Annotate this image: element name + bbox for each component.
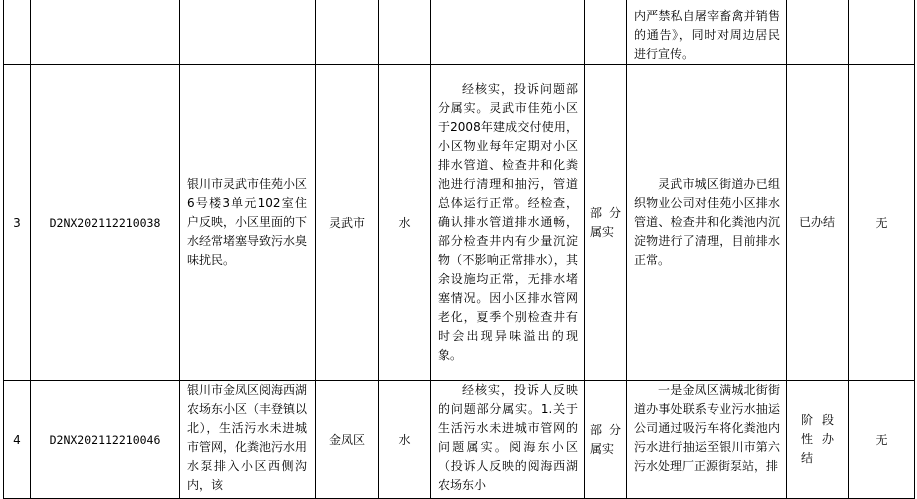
rectification-text: 一是金凤区满城北街街道办事处联系专业污水抽运公司通过吸污车将化粪池内污水进行抽运至银川市第六污水处理厂正源街泵站，排 [634,383,780,473]
cell-conclusion [585,0,627,65]
cell-accountability [849,0,915,65]
verify-text: 经核实，投诉人反映的问题部分属实。1.关于生活污水未进城市管网的问题属实。阅海东小区（投诉人反映的阅海西湖农场东小 [438,383,578,492]
cell-id [31,0,180,65]
cell-district: 灵武市 [316,65,379,381]
conclusion-text: 部分属实 [590,422,621,456]
cell-accountability: 无 [849,381,915,499]
table-row [4,65,915,381]
table-row [4,0,915,65]
cell-id: D2NX202112210038 [31,65,180,381]
conclusion-text: 部分属实 [590,205,621,239]
cell-accountability: 无 [849,65,915,381]
cell-rectification [627,0,787,65]
cell-detail [180,381,316,499]
cell-type: 水 [379,65,431,381]
cell-district: 金凤区 [316,381,379,499]
rectification-text: 灵武市城区街道办已组织物业公司对佳苑小区排水管道、检查井和化粪池内沉淀物进行了清理，目前排水正常。 [634,177,780,267]
case-table [3,0,915,499]
cell-rectification [627,381,787,499]
status-text: 已办结 [799,215,836,229]
cell-detail [180,65,316,381]
status-text: 阶段性办结 [801,413,834,465]
cell-status [787,65,849,381]
table-row [4,381,915,499]
detail-text: 银川市金凤区阅海西湖农场东小区（丰登镇以北），生活污水未进城市管网，化粪池污水用水泵排入小区西侧沟内，该 [187,383,308,492]
cell-conclusion [585,65,627,381]
cell-conclusion [585,381,627,499]
cell-status [787,0,849,65]
verify-text: 经核实，投诉问题部分属实。灵武市佳苑小区于2008年建成交付使用，小区物业每年定期对小区排水管道、检查井和化粪池进行清理和抽污，管道总体运行正常。经检查，确认排水管道排水通畅，部分检查井内有少量沉淀物（不影响正常排水），其余设施均正常，无排水堵塞情况。因小区排水管网老化，夏季个别检查井有时会出现异味溢出的现象。 [438,82,578,362]
cell-status [787,381,849,499]
cell-no [4,0,31,65]
cell-verify [431,381,585,499]
cell-no: 3 [4,65,31,381]
rectification-text: 内严禁私自屠宰畜禽并销售的通告》，同时对周边居民进行宣传。 [634,9,780,61]
cell-no: 4 [4,381,31,499]
cell-verify [431,0,585,65]
detail-text: 银川市灵武市佳苑小区6号楼3单元102室住户反映，小区里面的下水经常堵塞导致污水臭味扰民。 [187,177,308,267]
cell-rectification [627,65,787,381]
cell-id: D2NX202112210046 [31,381,180,499]
cell-type: 水 [379,381,431,499]
cell-verify [431,65,585,381]
cell-district [316,0,379,65]
cell-type [379,0,431,65]
cell-detail [180,0,316,65]
